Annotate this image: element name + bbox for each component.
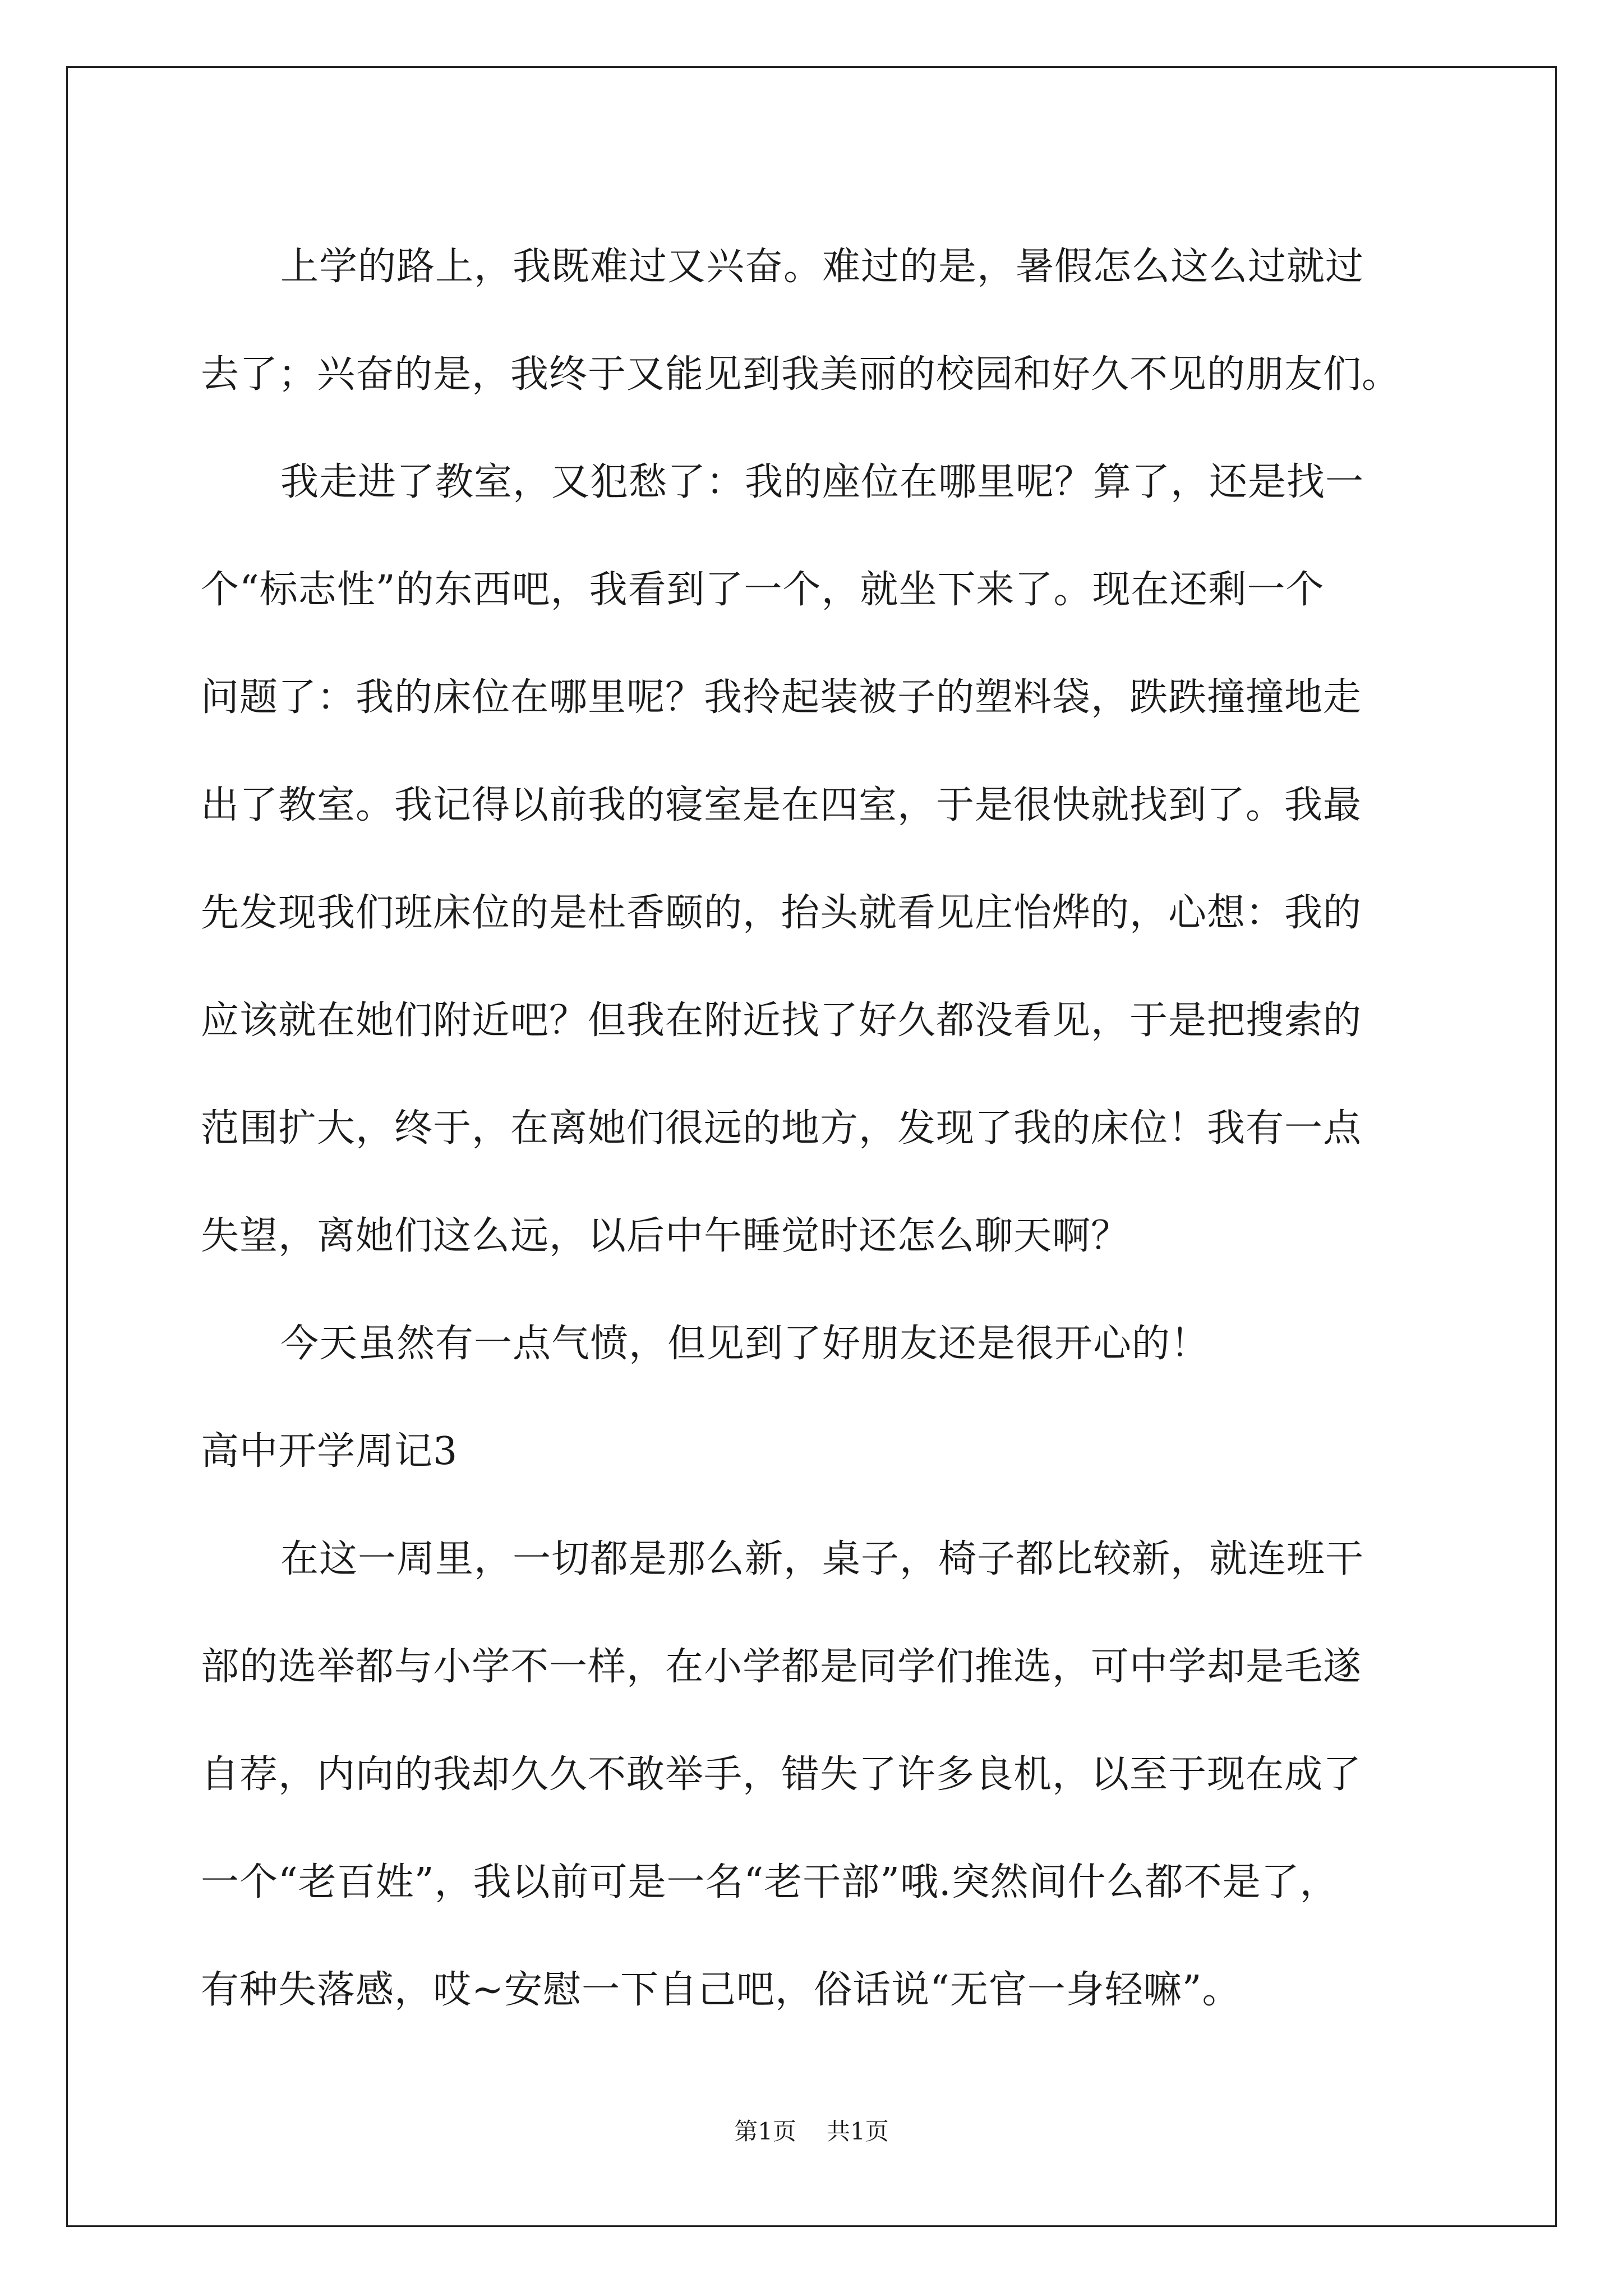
text-line-16: 一个“老百姓”，我以前可是一名“老干部”哦.突然间什么都不是了， (201, 1860, 1339, 1904)
text-line-3: 我走进了教室，又犯愁了：我的座位在哪里呢？算了，还是找一 (280, 460, 1364, 504)
page-footer (0, 2115, 1623, 2148)
text-line-11: 今天虽然有一点气愤，但见到了好朋友还是很开心的！ (280, 1322, 1210, 1366)
text-line-10: 失望，离她们这么远，以后中午睡觉时还怎么聊天啊？ (201, 1214, 1130, 1258)
text-line-13: 在这一周里，一切都是那么新，桌子，椅子都比较新，就连班干 (280, 1537, 1364, 1581)
text-line-2: 去了；兴奋的是，我终于又能见到我美丽的校园和好久不见的朋友们。 (201, 352, 1401, 397)
text-line-1: 上学的路上，我既难过又兴奋。难过的是，暑假怎么这么过就过 (280, 245, 1364, 289)
text-line-6: 出了教室。我记得以前我的寝室是在四室，于是很快就找到了。我最 (201, 783, 1362, 827)
document-body (201, 213, 1451, 2044)
page-number-total: 共1页 (827, 2118, 889, 2145)
text-line-15: 自荐，内向的我却久久不敢举手，错失了许多良机，以至于现在成了 (201, 1752, 1362, 1797)
section-heading: 高中开学周记3 (201, 1429, 458, 1474)
text-line-8: 应该就在她们附近吧？但我在附近找了好久都没看见，于是把搜索的 (201, 999, 1362, 1043)
text-line-5: 问题了：我的床位在哪里呢？我拎起装被子的塑料袋，跌跌撞撞地走 (201, 675, 1362, 720)
page-number-current: 第1页 (734, 2118, 796, 2145)
text-line-4: 个“标志性”的东西吧，我看到了一个，就坐下来了。现在还剩一个 (201, 568, 1325, 612)
text-line-9: 范围扩大，终于，在离她们很远的地方，发现了我的床位！我有一点 (201, 1106, 1362, 1151)
text-line-17: 有种失落感，哎~安慰一下自己吧，俗话说“无官一身轻嘛”。 (201, 1968, 1241, 2012)
text-line-14: 部的选举都与小学不一样，在小学都是同学们推选，可中学却是毛遂 (201, 1645, 1362, 1689)
text-line-7: 先发现我们班床位的是杜香颐的，抬头就看见庄怡烨的，心想：我的 (201, 891, 1362, 935)
